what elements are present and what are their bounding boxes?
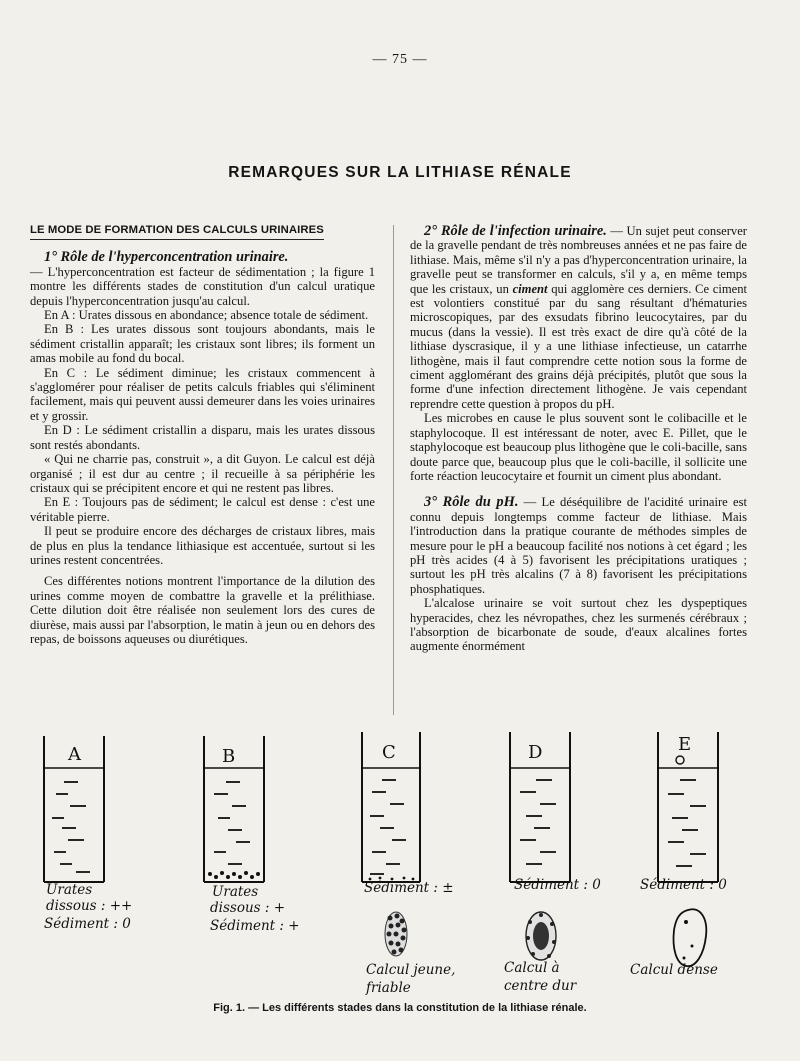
paragraph-intro: — L'hyperconcentration est facteur de sédimentation ; la figure 1 montre les différents stades de constitution d'un calcul uratique depuis l'hyperconcentration jusqu'au calcul. bbox=[30, 264, 375, 308]
label-a-2: dissous : ++ bbox=[46, 898, 133, 914]
emphasis-ciment: ciment bbox=[512, 281, 548, 296]
label-b-1: Urates bbox=[212, 884, 259, 900]
jar-letter-d: D bbox=[528, 742, 543, 763]
left-column bbox=[30, 222, 375, 646]
calculus-d bbox=[526, 912, 556, 960]
paragraph-stage-c: En C : Le sédiment diminue; les cristaux commencent à s'agglomérer pour réaliser de petits calculs friables qui s'éliminent facilement, mais qui peuvent aussi demeurer dans les voies urinaires et y grossir. bbox=[30, 365, 375, 423]
subheading-ph: 3° Rôle du pH. bbox=[424, 494, 519, 511]
label-d: Sédiment : 0 bbox=[514, 877, 601, 893]
paragraph-microbes: Les microbes en cause le plus souvent sont le colibacille et le staphylocoque. Il est intéressant de noter, avec E. Pillet, que le staphylocoque est beaucoup plus lithogène que le coli-bacille, sans doute parce que, beaucoup plus que le coli-bacille, il sollicite une forte réaction leucocytaire et fournit un ciment plus abondant. bbox=[410, 411, 747, 483]
paragraph-stage-d: En D : Le sédiment cristallin a disparu, mais les urates dissous sont restés abondants. bbox=[30, 423, 375, 452]
calculus-e bbox=[674, 909, 707, 966]
subheading-hyperconcentration: 1° Rôle de l'hyperconcentration urinaire. bbox=[44, 249, 289, 266]
page-number: — 75 — bbox=[372, 52, 428, 67]
calculus-e-label: Calcul dense bbox=[630, 962, 718, 978]
figure-caption: Fig. 1. — Les différents stades dans la constitution de la lithiase rénale. bbox=[213, 1002, 587, 1014]
paragraph-ph: 3° Rôle du pH. — Le déséquilibre de l'acidité urinaire est connu depuis longtemps comme facteur de lithiase. Mais l'introduction dans la pratique courante de méthodes simples de mesure pour le pH a beaucoup facilité nos notions à cet égard ; les pH très acides (4 à 5) favorisent les précipitations uratiques ; surtout les pH très alcalins (7 à 8) favorisent les précipitations phosphatiques. bbox=[410, 494, 747, 596]
label-b-3: Sédiment : + bbox=[210, 918, 300, 934]
label-b-2: dissous : + bbox=[210, 900, 286, 916]
paragraph-guyon-quote: « Qui ne charrie pas, construit », a dit Guyon. Le calcul est déjà organisé ; il est dur au centre ; il recueille à sa périphérie les cristaux qui se précipitent encore et qui ne restent pas libres. bbox=[30, 452, 375, 495]
section-heading: LE MODE DE FORMATION DES CALCULS URINAIRES bbox=[30, 223, 324, 240]
label-c: Sédiment : ± bbox=[364, 880, 454, 896]
paragraph-alcalose: L'alcalose urinaire se voit surtout chez les dyspeptiques hyperacides, chez les névropathes, chez les surmenés cérébraux ; l'absorption de bicarbonate de soude, d'eaux alcalines fortes augmente énormément bbox=[410, 596, 747, 654]
paragraph-stage-a: En A : Urates dissous en abondance; absence totale de sédiment. bbox=[44, 308, 369, 323]
calculus-d-label-1: Calcul à bbox=[504, 960, 560, 976]
subheading-infection: 2° Rôle de l'infection urinaire. bbox=[424, 223, 607, 239]
label-a-1: Urates bbox=[46, 882, 93, 898]
jar-letter-b: B bbox=[222, 746, 236, 767]
calculus-c-label-2: friable bbox=[366, 980, 411, 996]
page-title: REMARQUES SUR LA LITHIASE RÉNALE bbox=[228, 164, 572, 181]
paragraph-decharges: Il peut se produire encore des décharges de cristaux libres, mais de plus en plus la tendance lithiasique est accentuée, surtout si les urines restent concentrées. bbox=[30, 524, 375, 567]
column-divider bbox=[393, 225, 394, 715]
paragraph-stage-e: En E : Toujours pas de sédiment; le calcul est dense : c'est une véritable pierre. bbox=[30, 495, 375, 524]
jars-illustration bbox=[0, 722, 800, 1002]
paragraph-infection: 2° Rôle de l'infection urinaire. — Un sujet peut conserver de la gravelle pendant de très nombreuses années et ne pas faire de lithiase. Mais, même s'il n'y a pas d'hyperconcentration urinaire, la gravelle peut se transformer en calculs, s'il y a, en même temps que les cristaux, un ciment qui agglomère ces derniers. Ce ciment est volontiers constitué par du sang résultant d'hématuries microscopiques, par des exsudats fibrino leucocytaires, par du mucus (dans la vessie). Il est très exact de dire qu'à côté de la lithiase dyscrasique, il y a une lithiase infectieuse, un catarrhe lithogène, mais il faut comprendre cette notion sous la forme de ciment agglomérant des grains déjà précipités, plutôt que sous la forme d'une infection directement lithogène. Je vais cependant reprendre cette question à propos du pH. bbox=[410, 223, 747, 411]
calculus-d-label-2: centre dur bbox=[504, 978, 577, 994]
calculus-c-label-1: Calcul jeune, bbox=[366, 962, 456, 978]
paragraph-dilution: Ces différentes notions montrent l'importance de la dilution des urines comme moyen de combattre la gravelle et la prélithiase. Cette dilution doit être réalisée non seulement lors des cures de diurèse, mais aussi par l'absorption, le matin à jeun ou en dehors des repas, de boissons aqueuses ou diurétiques. bbox=[30, 574, 375, 646]
label-e: Sédiment : 0 bbox=[640, 877, 727, 893]
calculus-c bbox=[385, 912, 407, 956]
jar-letter-c: C bbox=[382, 742, 396, 763]
jar-letter-a: A bbox=[68, 744, 81, 765]
jar-letter-e: E bbox=[678, 734, 692, 755]
label-a-3: Sédiment : 0 bbox=[44, 916, 131, 932]
right-column bbox=[410, 222, 747, 654]
paragraph-stage-b: En B : Les urates dissous sont toujours abondants, mais le sédiment cristallin apparaît; les cristaux sont libres; ils forment un amas mobile au fond du bocal. bbox=[30, 322, 375, 366]
figure-1 bbox=[0, 722, 800, 1012]
sediment-b bbox=[208, 871, 260, 879]
